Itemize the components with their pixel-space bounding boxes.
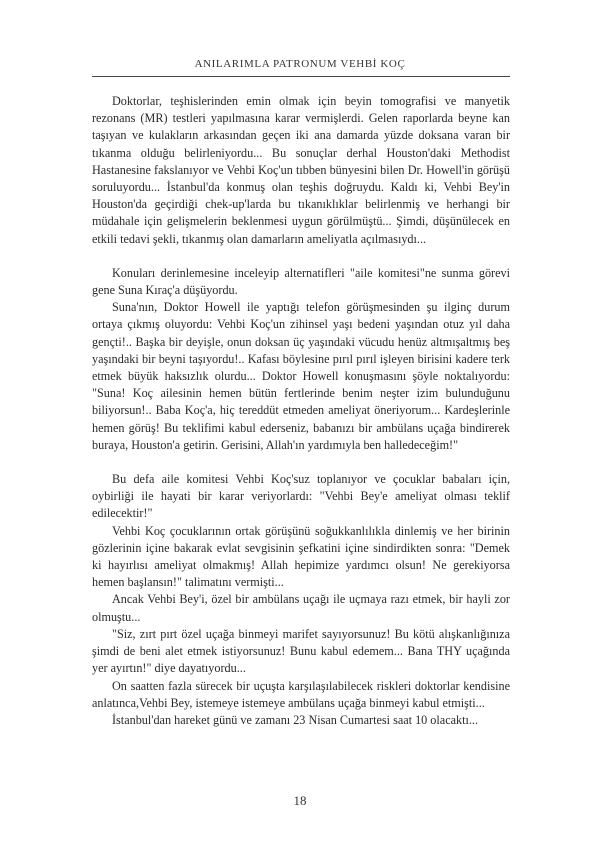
running-header: ANILARIMLA PATRONUM VEHBİ KOÇ bbox=[194, 58, 406, 70]
header-rule bbox=[92, 76, 510, 77]
paragraph: On saatten fazla sürecek bir uçuşta karşılaşılabilecek riskleri doktorlar kendisine anlatınca,Vehbi Bey, istemeye istemeye ambülans uçağa binmeyi kabul etmişti... bbox=[92, 678, 510, 710]
paragraph: Doktorlar, teşhislerinden emin olmak için beyin tomografisi ve manyetik rezonans (MR) testleri yapılmasına karar vermişlerdi. Gelen raporlarda beyne kan taşıyan ve kulakların arkasından geçen iki ana damarda yüzde doksana varan bir tıkanma olduğu belirleniyordu... Bu sonuçlar derhal Houston'daki Methodist Hastanesine fakslanıyor ve Vehbi Koç'un tıbben bünyesini bilen Dr. Howell'in görüşü soruluyordu... İstanbul'da konmuş olan teşhis doğruydu. Kaldı ki, Vehbi Bey'in Houston'da geçirdiği chek-up'larda bu tıkanıklıklar belirlenmiş ve herhangi bir müdahale için gelişmelerin beklenmesi uygun görülmüştü... Şimdi, düşünülecek en etkili tedavi şekli, tıkanmış olan damarların ameliyatla açılmasıydı... bbox=[92, 94, 510, 246]
body-text bbox=[92, 93, 510, 729]
paragraph: Vehbi Koç çocuklarının ortak görüşünü soğukkanlılıkla dinlemiş ve her birinin gözlerinin içine bakarak evlat sevgisinin şefkatini içine sindirdikten sonra: "Demek ki hayırlısı ameliyat olmakmış! Allah hepimize yardımcı olsun! Ne gerekiyorsa hemen başlansın!" talimatını vermişti... bbox=[92, 523, 510, 590]
paragraph: Konuları derinlemesine inceleyip alternatifleri "aile komitesi"ne sunma görevi gene Suna Kıraç'a düşüyordu. bbox=[92, 265, 510, 298]
paragraph: Bu defa aile komitesi Vehbi Koç'suz toplanıyor ve çocuklar babaları için, oybirliği ile hayati bir karar veriyorlardı: "Vehbi Bey'e ameliyat olması teklif edilecektir!" bbox=[92, 472, 510, 521]
paragraph: "Siz, zırt pırt özel uçağa binmeyi marifet sayıyorsunuz! Bu kötü alışkanlığınıza şimdi de beni alet etmek istiyorsunuz! Bunu kabul edemem... Bana THY uçağında yer ayırtın!" diye dayatıyordu... bbox=[92, 626, 510, 676]
paragraph: Ancak Vehbi Bey'i, özel bir ambülans uçağı ile uçmaya razı etmek, bir hayli zor olmuştu... bbox=[92, 592, 510, 624]
paragraph: Suna'nın, Doktor Howell ile yaptığı telefon görüşmesinden şu ilginç durum ortaya çıkmış oluyordu: Vehbi Koç'un zihinsel yaşı bedeni yaşından otuz yıl daha gençti!.. Başka bir deyişle, onun doksan üç yaşındaki vücudu henüz altmışaltmış beş yaşındaki bir beyni taşıyordu!.. Kafası böylesine pırıl pırıl işleyen birisini kadere terk etmek büyük haksızlık olurdu... Doktor Howell konuşmasını şöyle noktalıyordu: "Suna! Koç ailesinin hemen bütün fertlerinde benim neşter izim bulunduğunu biliyorsun!.. Baba Koç'a, hiç tereddüt etmeden ameliyat öneriyorum... Kardeşlerinle hemen görüş! Bu teklifimi kabul ederseniz, babanızı bir ambülans uçağa bindirerek buraya, Houston'a getirin. Gerisini, Allah'ın yardımıyla ben halledeceğim!" bbox=[92, 300, 510, 452]
paragraph: İstanbul'dan hareket günü ve zamanı 23 Nisan Cumartesi saat 10 olacaktı... bbox=[112, 712, 479, 727]
page-number: 18 bbox=[293, 793, 307, 808]
